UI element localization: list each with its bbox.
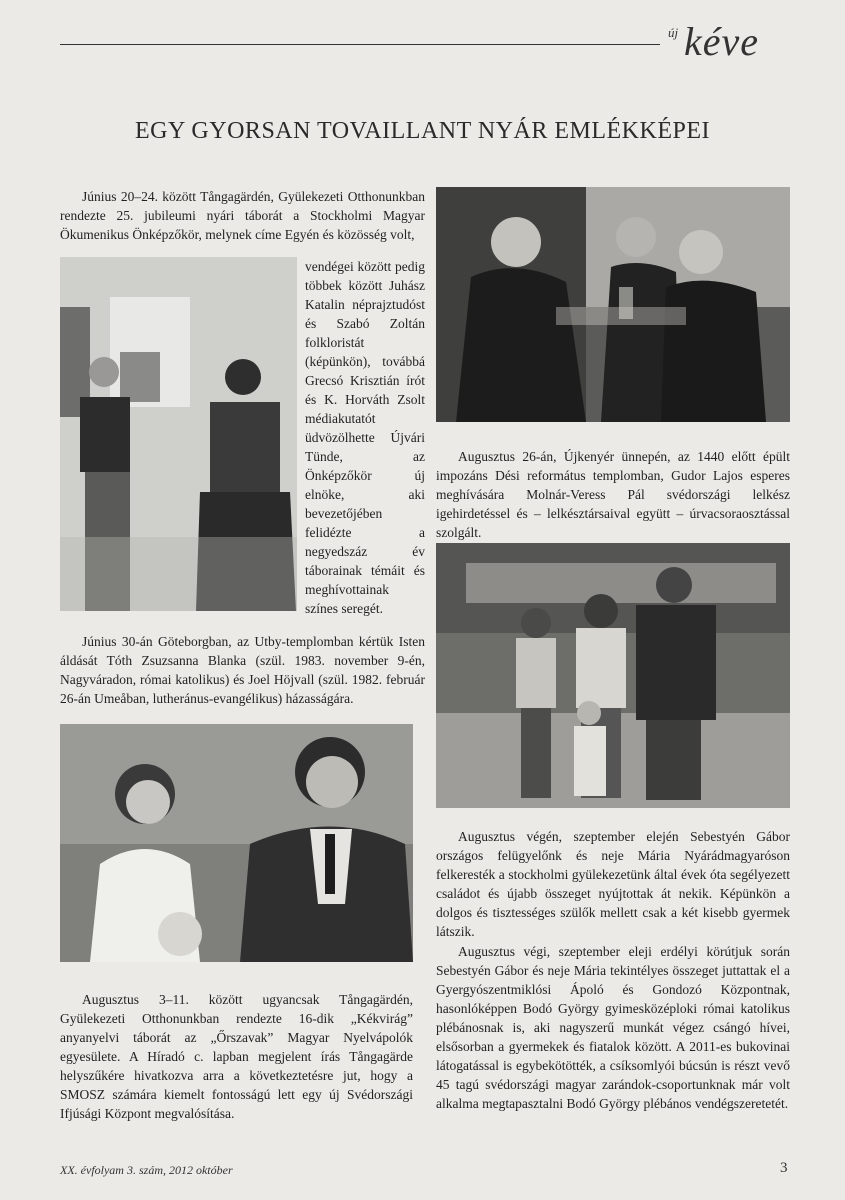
- korut-paragraph: Augusztus végi, szeptember eleji erdélyi körútjuk során Sebestyén Gábor és neje Mária tekintélyes összeget juttattak el a Gyergyószentmiklósi Ápoló és Gondozó Központnak, hasonlóképpen Bodó György gyimesközéploki római katolikus plébánosnak is, aki nagyszerű munkát végez csángó hívei, elsősorban a gyermekek és fiatalok között. A 2011-es bukovinai látogatással is egybekötötték, a csíksomlyói búcsún is részt vevő 45 tagú svédországi magyar zarándok-csoportunknak már volt alkalma megtapasztalni Bodó György plébános vendégszeretetét.: [436, 944, 790, 1111]
- intro-paragraph: Június 20–24. között Tångagärdén, Gyülekezeti Otthonunkban rendezte 25. jubileumi nyári táborát a Stockholmi Magyar Ökumenikus Önképzőkör, melynek címe Egyén és közösség volt,: [60, 189, 425, 242]
- sebestyen-paragraph: Augusztus végén, szeptember elején Sebestyén Gábor országos felügyelőnk és neje Mária Nyárádmagyaróson felkeresték a stockholmi gyülekezetünk által évek óta segélyezett családot és újabb összeget nyújtottak át nekik. Képünkön a dolgos és tisztességes szülők mellett csak a két kisebb gyermek látszik.: [436, 829, 790, 939]
- ujkenyer-paragraph: Augusztus 26-án, Újkenyér ünnepén, az 1440 előtt épült impozáns Dési református templomban, Gudor Lajos esperes meghívására Molnár-Veress Pál svédországi lelkész igehirdetéssel és – lelkésztársaival együtt – úrvacsoraosztással szolgált.: [436, 449, 790, 540]
- kekvirag-paragraph: Augusztus 3–11. között ugyancsak Tångagärdén, Gyülekezeti Otthonunkban rendezte 16-dik „Kékvirág” anyanyelvi táborát az „Őrszavak” Magyar Nyelvápolók egyesülete. A Híradó c. lapban megjelent írás Tångagärde helyszűkére hivatkozva arra a következtetésre jut, hogy a SMOSZ számára kiemelt fontosságú lett egy új Svédországi Ifjúsági Központ megvalósítása.: [60, 992, 413, 1121]
- folklorist-caption: vendégei között pedig többek között Juhász Katalin néprajztudóst és Szabó Zoltán folkloristát (képünkön), továbbá Grecsó Krisztián írót és K. Horváth Zsolt médiakutatót üdvözölhette Újvári Tünde, az Önképzőkör új elnöke, aki bevezetőjében felidézte a negyedszáz év táborainak témáit és meghívottainak színes seregét.: [305, 259, 425, 616]
- masthead-small: új: [668, 25, 679, 40]
- photo-church: [436, 187, 790, 422]
- photo-folklorist: [60, 257, 297, 611]
- page-number: 3: [780, 1160, 788, 1176]
- issue-label: XX. évfolyam 3. szám, 2012 október: [60, 1163, 233, 1177]
- header-rule: [60, 44, 660, 45]
- wedding-paragraph: Június 30-án Göteborgban, az Utby-templomban kértük Isten áldását Tóth Zsuzsanna Blanka (szül. 1983. november 9-én, Nagyváradon, római katolikus) és Joel Höjvall (szül. 1982. február 26-án Umeåban, lutheránus-evangélikus) házasságára.: [60, 634, 425, 706]
- photo-wedding: [60, 724, 413, 962]
- masthead-title: kéve: [684, 19, 760, 64]
- photo-family: [436, 543, 790, 808]
- article-title: EGY GYORSAN TOVAILLANT NYÁR EMLÉKKÉPEI: [135, 118, 710, 144]
